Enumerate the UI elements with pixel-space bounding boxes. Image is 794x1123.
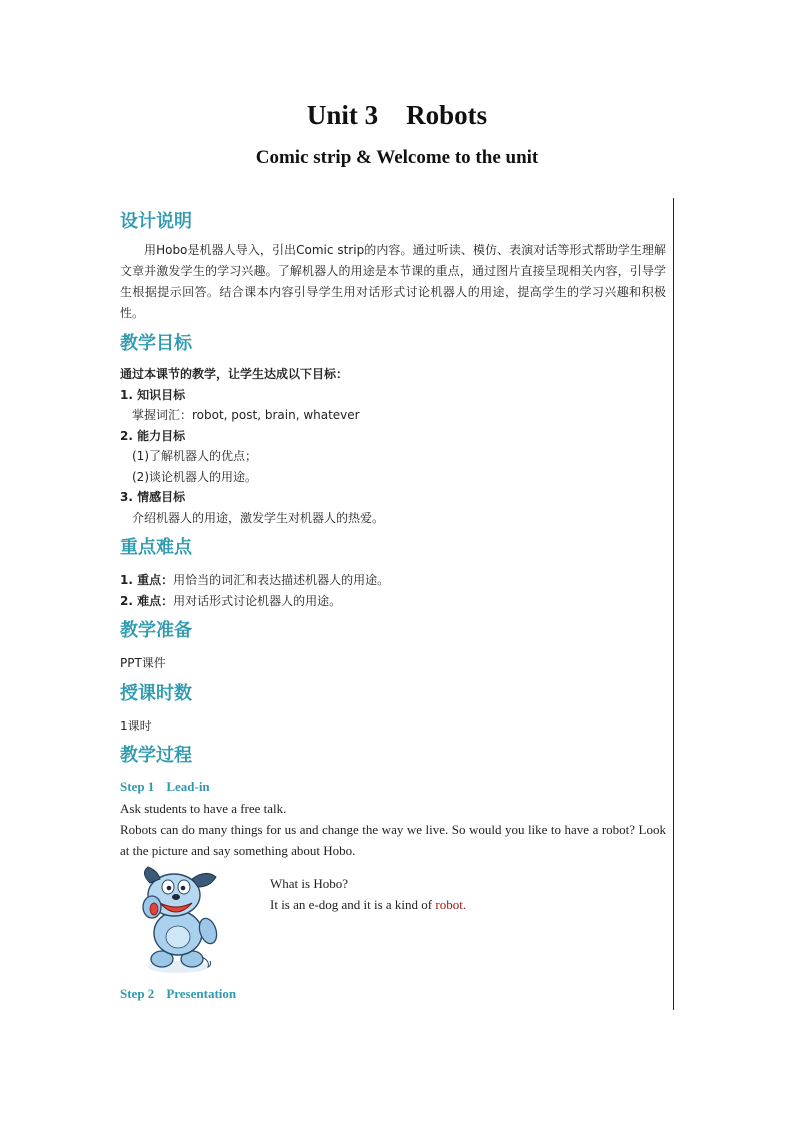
hobo-answer-text: It is an e-dog and it is a kind of: [270, 897, 436, 912]
emotion-item: 介绍机器人的用途，激发学生对机器人的热爱。: [132, 510, 385, 525]
step-1-number: Step 1: [120, 779, 155, 794]
step-1-name: Lead-in: [166, 779, 210, 794]
document-body: [120, 206, 666, 1005]
prep-text: PPT课件: [120, 656, 166, 670]
lead-in-line-2: Robots can do many things for us and change the way we live. So would you like to have a robot? Look at the picture and say something about Hobo.: [120, 822, 666, 858]
keypoint-2-text: 用对话形式讨论机器人的用途。: [173, 593, 342, 608]
keypoint-2: [120, 591, 666, 612]
knowledge-title: 1. 知识目标: [120, 387, 186, 402]
step-1-heading: [120, 776, 666, 798]
emotion-title: 3. 情感目标: [120, 490, 186, 504]
title-name: Robots: [406, 100, 488, 130]
objectives-intro: 通过本课节的教学，让学生达成以下目标：: [120, 367, 349, 381]
hobo-answer: [270, 894, 466, 915]
hobo-robot-dog-illustration: [134, 865, 226, 977]
step-2-number: Step 2: [120, 986, 155, 1001]
keypoint-2-label: 2. 难点：: [120, 593, 174, 608]
page-title: [0, 100, 794, 131]
time-text: 1课时: [120, 718, 152, 733]
step-2-heading: [120, 983, 666, 1005]
heading-objectives: 教学目标: [120, 333, 192, 354]
heading-keypoints: 重点难点: [120, 537, 192, 558]
ability-item-1: (1)了解机器人的优点；: [132, 449, 257, 463]
keypoint-1-label: 1. 重点：: [120, 573, 174, 587]
hobo-answer-keyword: robot: [435, 897, 463, 912]
hobo-question: What is Hobo?: [270, 876, 348, 891]
step-2-name: Presentation: [166, 986, 237, 1001]
hobo-figure-row: [120, 865, 666, 983]
heading-design: 设计说明: [120, 211, 192, 232]
margin-rule: [673, 198, 674, 1010]
ability-title: 2. 能力目标: [120, 428, 186, 443]
heading-time: 授课时数: [120, 682, 192, 704]
design-paragraph: 用Hobo是机器人导入，引出Comic strip的内容。通过听读、模仿、表演对话等形式帮助学生理解文章并激发学生的学习兴趣。了解机器人的用途是本节课的重点，通过图片直接呈现相关内容，引导学生根据提示回答。结合课本内容引导学生用对话形式讨论机器人的用途，提高学生的学习兴趣和积极性。: [120, 243, 666, 320]
hobo-dialogue: [270, 873, 466, 915]
ability-item-2: (2)谈论机器人的用途。: [132, 469, 257, 484]
title-unit: Unit 3: [306, 100, 379, 130]
keypoint-1-text: 用恰当的词汇和表达描述机器人的用途。: [173, 573, 390, 587]
heading-process: 教学过程: [120, 745, 192, 766]
knowledge-item: 掌握词汇：robot, post, brain, whatever: [132, 408, 360, 422]
hobo-answer-end: .: [462, 897, 467, 912]
lead-in-line-1: Ask students to have a free talk.: [120, 801, 287, 816]
page-subtitle: Comic strip & Welcome to the unit: [255, 147, 539, 168]
heading-prep: 教学准备: [120, 620, 192, 641]
keypoint-1: [120, 570, 666, 591]
